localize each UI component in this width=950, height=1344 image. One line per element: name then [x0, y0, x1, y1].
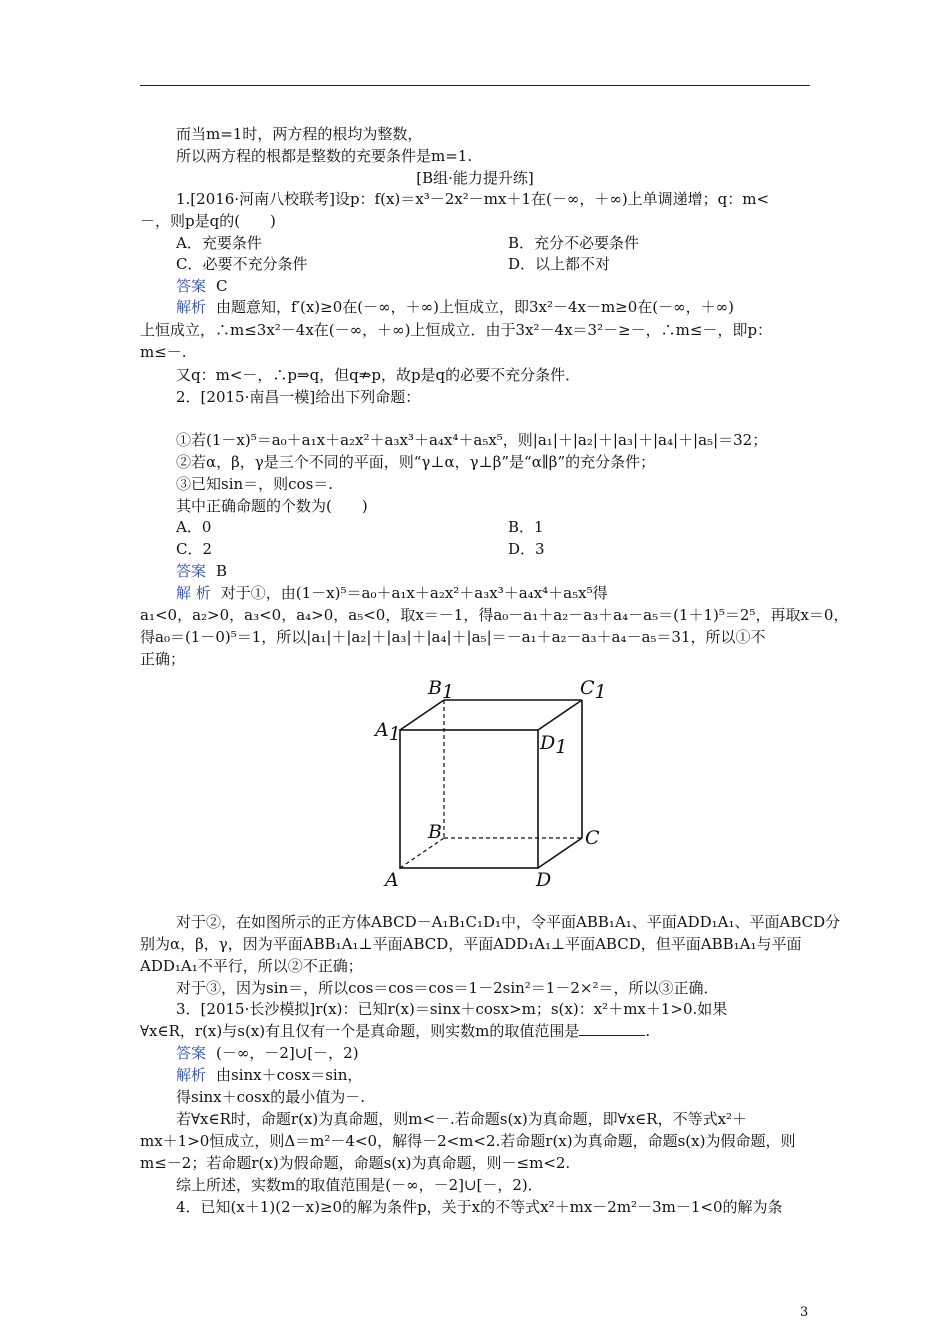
text-line: 得a₀＝(1－0)⁵＝1，所以|a₁|＋|a₂|＋|a₃|＋|a₄|＋|a₅|＝－a₁＋a₂－a₃＋a₄－a₅＝31，所以①不 — [140, 628, 766, 646]
cube-edge — [538, 838, 582, 868]
option-a: A．充要条件 — [176, 234, 262, 252]
page-number: 3 — [800, 1305, 809, 1320]
analysis-label: 解析 — [176, 298, 207, 316]
text-line: mx＋1>0恒成立，则Δ＝m²－4<0，解得－2<m<2.若命题r(x)为真命题，命题s(x)为假命题，则 — [140, 1132, 796, 1150]
option-d: D．3 — [508, 540, 545, 558]
text-line: 对于③，因为sin＝，所以cos＝cos＝cos＝1－2sin²＝1－2×²＝，所以③正确． — [176, 979, 719, 997]
text-line: m≤－2；若命题r(x)为假命题，命题s(x)为真命题，则－≤m<2. — [140, 1154, 571, 1172]
answer-value: B — [216, 562, 228, 580]
statement-1: ①若(1－x)⁵＝a₀＋a₁x＋a₂x²＋a₃x³＋a₄x⁴＋a₅x⁵，则|a₁|＋|a₂|＋|a₃|＋|a₄|＋|a₅|＝32； — [176, 431, 768, 449]
text-line: 若∀x∈R时，命题r(x)为真命题，则m<－.若命题s(x)为真命题，即∀x∈R，不等式x²＋ — [176, 1110, 748, 1128]
text-line: 别为α，β，γ，因为平面ABB₁A₁⊥平面ABCD，平面ADD₁A₁⊥平面ABCD，但平面ABB₁A₁与平面 — [140, 935, 802, 953]
header-rule — [140, 85, 810, 86]
text-line: －，则p是q的( ) — [140, 212, 276, 230]
text-line: 对于②，在如图所示的正方体ABCD－A₁B₁C₁D₁中，令平面ABB₁A₁、平面ADD₁A₁、平面ABCD分 — [176, 913, 841, 931]
answer-line — [176, 1043, 359, 1063]
statement-2: ②若α，β，γ是三个不同的平面，则“γ⊥α，γ⊥β”是“α∥β”的充分条件； — [176, 453, 656, 471]
cube-figure — [360, 672, 620, 896]
cube-edge — [538, 700, 582, 730]
text-line: 综上所述，实数m的取值范围是(－∞，－2]∪[－，2)． — [176, 1176, 543, 1194]
text-line — [140, 1021, 650, 1041]
analysis-line — [176, 1065, 362, 1085]
cube-front-face — [400, 730, 538, 868]
analysis-line — [176, 583, 608, 603]
answer-label: 答案 — [176, 277, 207, 295]
cube-edge — [400, 700, 444, 730]
text-line: 而当m=1时，两方程的根均为整数， — [176, 125, 423, 143]
option-c: C．必要不充分条件 — [176, 255, 308, 273]
answer-line — [176, 561, 227, 581]
option-a: A．0 — [176, 518, 212, 536]
text-segment: . — [645, 1022, 651, 1040]
text-line: 其中正确命题的个数为( ) — [176, 497, 368, 515]
analysis-text: 由sinx＋cosx＝sin， — [216, 1066, 363, 1084]
answer-value: (－∞，－2]∪[－，2) — [216, 1044, 359, 1062]
statement-3: ③已知sin＝，则cos＝. — [176, 475, 334, 493]
vertex-label-a: A — [385, 869, 399, 891]
question-2: 2．[2015·南昌一模]给出下列命题： — [176, 388, 421, 406]
vertex-label-d1: D1 — [540, 732, 568, 758]
vertex-label-b: B — [428, 821, 442, 843]
analysis-text: 对于①，由(1－x)⁵＝a₀＋a₁x＋a₂x²＋a₃x³＋a₄x⁴＋a₅x⁵得 — [220, 584, 608, 602]
vertex-label-a1: A1 — [375, 719, 401, 745]
text-line: m≤－. — [140, 343, 187, 361]
question-1: 1.[2016·河南八校联考]设p：f(x)＝x³－2x²－mx＋1在(－∞，＋∞)上单调递增；q：m< — [176, 190, 770, 208]
section-heading: [B组·能力提升练] — [416, 169, 534, 187]
answer-label: 答案 — [176, 1044, 207, 1062]
question-3: 3．[2015·长沙模拟]r(x)：已知r(x)＝sinx＋cosx>m；s(x)：x²＋mx＋1>0.如果 — [176, 1000, 728, 1018]
vertex-label-c1: C1 — [580, 677, 607, 703]
vertex-label-b1: B1 — [428, 677, 455, 703]
text-line: a₁<0，a₂>0，a₃<0，a₄>0，a₅<0，取x＝－1，得a₀－a₁＋a₂－a₃＋a₄－a₅＝(1＋1)⁵＝2⁵，再取x＝0， — [140, 606, 849, 624]
text-line: 得sinx＋cosx的最小值为－. — [176, 1088, 365, 1106]
text-line: 正确； — [140, 650, 186, 668]
analysis-label: 解析 — [176, 1066, 207, 1084]
analysis-text: 由题意知，f′(x)≥0在(－∞，＋∞)上恒成立，即3x²－4x－m≥0在(－∞，＋∞) — [216, 298, 734, 316]
text-segment: ∀x∈R，r(x)与s(x)有且仅有一个是真命题，则实数m的取值范围是 — [140, 1022, 580, 1040]
vertex-label-d: D — [536, 869, 552, 891]
text-line: 所以两方程的根都是整数的充要条件是m=1. — [176, 147, 473, 165]
option-d: D．以上都不对 — [508, 255, 611, 273]
answer-label: 答案 — [176, 562, 207, 580]
option-c: C．2 — [176, 540, 213, 558]
answer-blank — [579, 1021, 645, 1036]
text-line: ADD₁A₁不平行，所以②不正确； — [140, 957, 363, 975]
analysis-line — [176, 297, 734, 317]
option-b: B．充分不必要条件 — [508, 234, 640, 252]
question-4: 4．已知(x＋1)(2－x)≥0的解为条件p，关于x的不等式x²＋mx－2m²－3m－1<0的解为条 — [176, 1198, 783, 1216]
analysis-label: 解 析 — [176, 584, 211, 602]
text-line: 又q：m<－，∴p⇒q，但q⇏p，故p是q的必要不充分条件． — [176, 366, 581, 384]
answer-line — [176, 276, 228, 296]
option-b: B．1 — [508, 518, 544, 536]
answer-value: C — [216, 277, 228, 295]
text-line: 上恒成立，∴m≤3x²－4x在(－∞，＋∞)上恒成立．由于3x²－4x＝3²－≥－，∴m≤－，即p： — [140, 321, 773, 339]
vertex-label-c: C — [585, 827, 600, 849]
